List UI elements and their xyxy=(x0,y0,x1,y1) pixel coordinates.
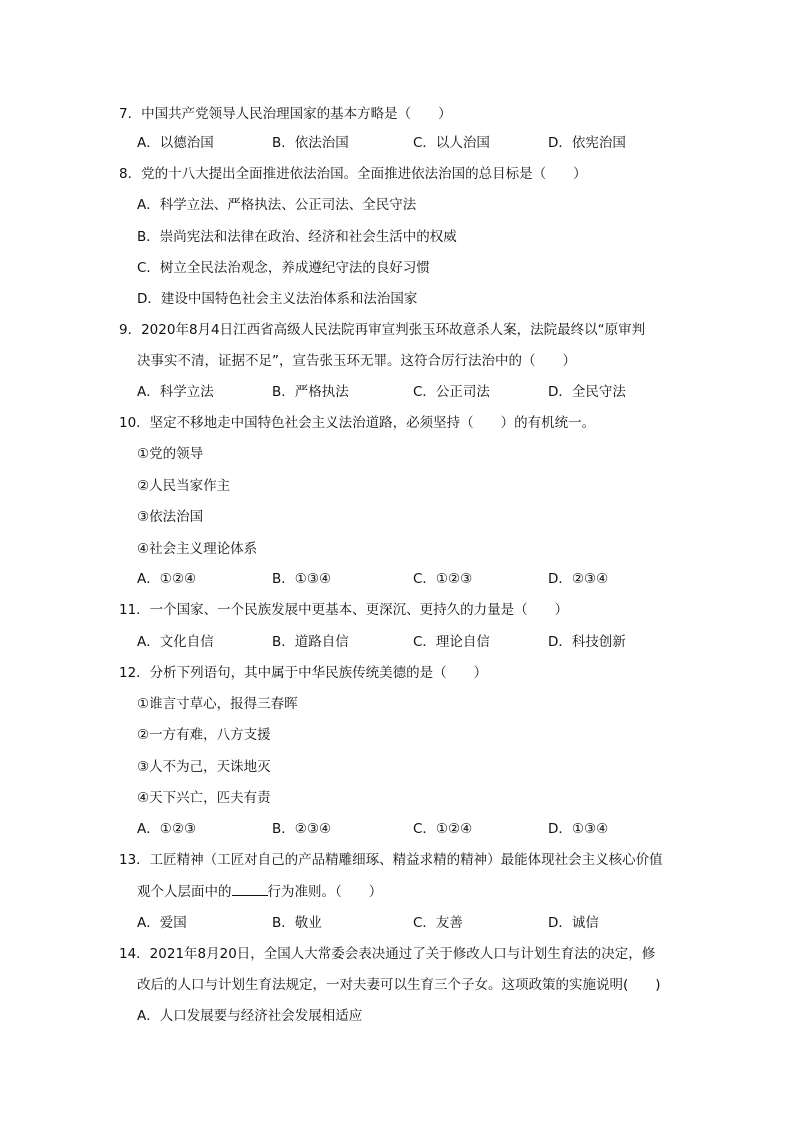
option-a: A．人口发展要与经济社会发展相适应 xyxy=(137,1008,363,1024)
fill-in-blank xyxy=(232,881,268,896)
option-c: C．以人治国 xyxy=(413,135,490,151)
question-7-options xyxy=(137,133,697,153)
option-b: B．严格执法 xyxy=(272,384,349,400)
option-d: D．全民守法 xyxy=(548,384,626,400)
option-a: A．①②③ xyxy=(137,821,197,837)
question-13-options xyxy=(137,913,697,933)
option-a: A．科学立法 xyxy=(137,384,214,400)
question-9-stem-line1: 9．2020年8月4日江西省高级人民法院再审宣判张玉环故意杀人案，法院最终以“原审判 xyxy=(119,322,646,338)
option-c: C．①②③ xyxy=(413,571,473,587)
option-d: D．建设中国特色社会主义法治体系和法治国家 xyxy=(137,291,418,307)
option-c: C．理论自信 xyxy=(413,634,490,650)
option-a: A．以德治国 xyxy=(137,135,214,151)
option-c: C．友善 xyxy=(413,915,463,931)
option-a: A．科学立法、严格执法、公正司法、全民守法 xyxy=(137,197,417,213)
statement-3: ③依法治国 xyxy=(137,509,204,525)
option-c: C．树立全民法治观念，养成遵纪守法的良好习惯 xyxy=(137,260,430,276)
statement-4: ④社会主义理论体系 xyxy=(137,541,258,557)
option-b: B．①③④ xyxy=(272,571,332,587)
option-c: C．公正司法 xyxy=(413,384,490,400)
option-b: B．②③④ xyxy=(272,821,332,837)
question-11-options xyxy=(137,632,697,652)
statement-1: ①谁言寸草心，报得三春晖 xyxy=(137,696,298,712)
option-a: A．爱国 xyxy=(137,915,187,931)
question-14-stem-line2: 改后的人口与计划生育法规定，一对夫妻可以生育三个子女。这项政策的实施说明( ) xyxy=(137,977,661,993)
question-8-stem: 8．党的十八大提出全面推进依法治国。全面推进依法治国的总目标是（ ） xyxy=(119,166,587,182)
statement-2: ②一方有难，八方支援 xyxy=(137,727,271,743)
option-a: A．①②④ xyxy=(137,571,197,587)
stem-text-after-blank: 行为准则。（ ） xyxy=(267,884,383,900)
question-10-options xyxy=(137,569,697,589)
question-12-options xyxy=(137,819,697,839)
option-b: B．道路自信 xyxy=(272,634,349,650)
statement-4: ④天下兴亡，匹夫有责 xyxy=(137,790,271,806)
statement-3: ③人不为己，天诛地灭 xyxy=(137,759,271,775)
stem-text-before-blank: 观个人层面中的 xyxy=(137,884,232,900)
question-9-options xyxy=(137,382,697,402)
question-13-stem-line1: 13．工匠精神（工匠对自己的产品精雕细琢、精益求精的精神）最能体现社会主义核心价值 xyxy=(119,852,663,868)
statement-1: ①党的领导 xyxy=(137,446,204,462)
option-b: B．依法治国 xyxy=(272,135,349,151)
question-12-stem: 12．分析下列语句，其中属于中华民族传统美德的是（ ） xyxy=(119,665,488,681)
option-c: C．①②④ xyxy=(413,821,473,837)
statement-2: ②人民当家作主 xyxy=(137,478,231,494)
question-14-stem-line1: 14．2021年8月20日，全国人大常委会表决通过了关于修改人口与计划生育法的决定，修 xyxy=(119,946,656,962)
option-d: D．①③④ xyxy=(548,821,609,837)
option-b: B．敬业 xyxy=(272,915,322,931)
question-7-stem: 7．中国共产党领导人民治理国家的基本方略是（ ） xyxy=(119,106,452,122)
question-11-stem: 11．一个国家、一个民族发展中更基本、更深沉、更持久的力量是（ ） xyxy=(119,602,569,618)
question-10-stem: 10．坚定不移地走中国特色社会主义法治道路，必须坚持（ ）的有机统一。 xyxy=(119,415,596,431)
option-b: B．崇尚宪法和法律在政治、经济和社会生活中的权威 xyxy=(137,229,457,245)
option-d: D．依宪治国 xyxy=(548,135,626,151)
question-13-stem-line2 xyxy=(137,881,382,902)
option-a: A．文化自信 xyxy=(137,634,214,650)
option-d: D．科技创新 xyxy=(548,634,626,650)
option-d: D．诚信 xyxy=(548,915,599,931)
question-9-stem-line2: 决事实不清，证据不足”，宣告张玉环无罪。这符合厉行法治中的（ ） xyxy=(137,353,576,369)
option-d: D．②③④ xyxy=(548,571,609,587)
